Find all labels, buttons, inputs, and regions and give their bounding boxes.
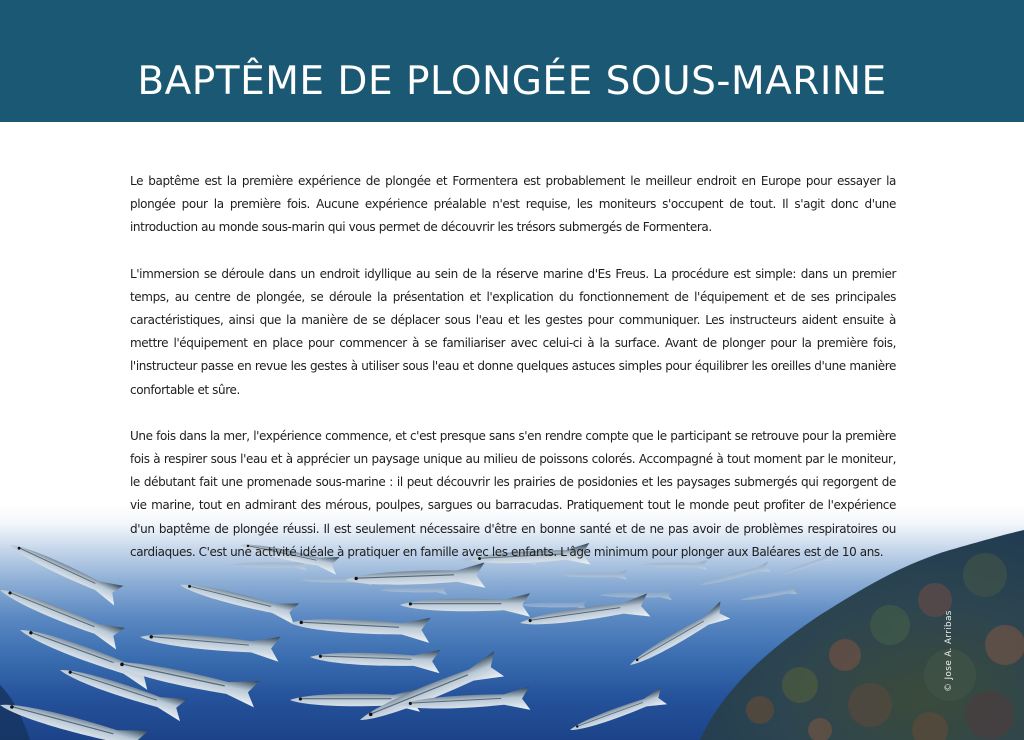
paragraph-procedure: L'immersion se déroule dans un endroit idyllique au sein de la réserve marine d'Es Freus. La procédure est simple: dans un premier temps, au centre de plongée, se déroule la présentation et l'explication du fonctionnement de l'équipement et de ses principales caractéristiques, ainsi que la manière de se déplacer sous l'eau et les gestes pour communiquer. Les instructeurs aident ensuite à mettre l'équipement en place pour commencer à se familiariser avec celui-ci à la surface. Avant de plonger pour la première fois, l'instructeur passe en revue les gestes à utiliser sous l'eau et donne quelques astuces simples pour équilibrer les oreilles d'une manière confortable et sûre. <box>130 266 896 397</box>
body-text <box>130 170 896 587</box>
page-title: BAPTÊME DE PLONGÉE SOUS-MARINE <box>137 59 887 104</box>
photo-credit: © Jose A. Arribas <box>944 610 954 692</box>
paragraph-experience: Une fois dans la mer, l'expérience commence, et c'est presque sans s'en rendre compte que le participant se retrouve pour la première fois à respirer sous l'eau et à apprécier un paysage unique au milieu de poissons colorés. Accompagné à tout moment par le moniteur, le débutant fait une promenade sous-marine : il peut découvrir les prairies de posidonies et les paysages submergés qui regorgent de vie marine, tout en admirant des mérous, poulpes, sargues ou barracudas. Pratiquement tout le monde peut profiter de l'expérience d'un baptême de plongée réussi. Il est seulement nécessaire d'être en bonne santé et de ne pas avoir de problèmes respiratoires ou cardiaques. C'est une activité idéale à pratiquer en famille avec les enfants. L'âge minimum pour plonger aux Baléares est de 10 ans. <box>130 428 896 559</box>
header-banner <box>0 0 1024 122</box>
paragraph-intro: Le baptême est la première expérience de plongée et Formentera est probablement le meilleur endroit en Europe pour essayer la plongée pour la première fois. Aucune expérience préalable n'est requise, les moniteurs s'occupent de tout. Il s'agit donc d'une introduction au monde sous-marin qui vous permet de découvrir les trésors submergés de Formentera. <box>130 174 896 235</box>
